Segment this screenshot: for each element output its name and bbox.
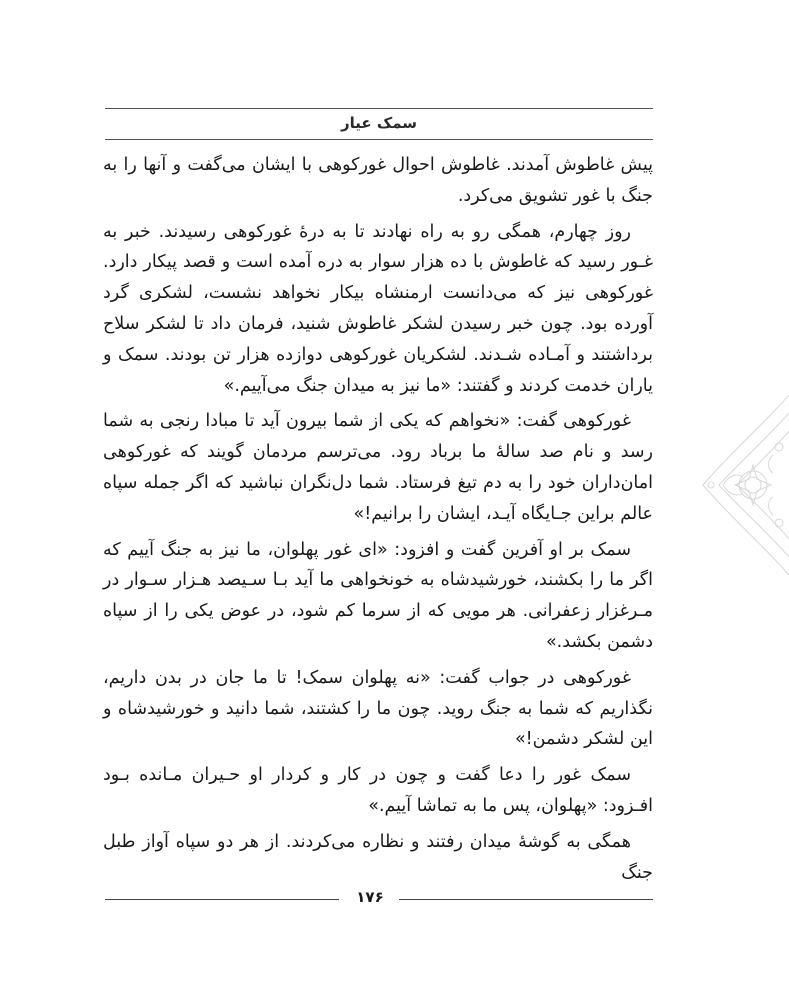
header-rule-bottom xyxy=(105,139,653,140)
decorative-ornament-icon xyxy=(693,395,789,575)
paragraph-2: روز چهارم، همگی رو به راه نهادند تا به درهٔ غورکوهی رسیدند. خبر به غـور رسید که غاطوش با ده هزار سوار به دره آمده است و قصد پیکار دارد. غورکوهی نیز که می‌دانست ارمنشاه بیکار نخواهد نشست، لشکری گرد آورده بود. چون خبر رسیدن لشکر غاطوش شنید، فرمان داد تا لشکر سلاح برداشتند و آمـاده شـدند. لشکریان غورکوهی دوازده هزار تن بودند. سمک و یاران خدمت کردند و گفتند: «ما نیز به میدان جنگ می‌آییم.» xyxy=(103,221,653,396)
paragraph-7: همگی به گوشهٔ میدان رفتند و نظاره می‌کردند. از هر دو سپاه آواز طبل جنگ xyxy=(103,831,653,883)
footer-rule-right xyxy=(399,899,653,900)
paragraph-1: پیش غاطوش آمدند. غاطوش احوال غورکوهی با ایشان می‌گفت و آنها را به جنگ با غور تشویق می‌کرد. xyxy=(103,155,653,206)
running-title: سمک عیار xyxy=(340,114,418,132)
body-text xyxy=(103,150,653,893)
paragraph-4: سمک بر او آفرین گفت و افزود: «ای غور پهلوان، ما نیز به جنگ آییم که اگر ما را بکشند، خورشیدشاه به خونخواهی ما آید بـا سـیصد هـزار سـوار در مـرغزار زعفرانی. هر مویی که از سرما کم شود، در عوض یکی را از سپاه دشمن بکشد.» xyxy=(103,539,653,652)
paragraph-6: سمک غور را دعا گفت و چون در کار و کردار او حـیران مـانده بـود افـزود: «پهلوان، پس ما به تماشا آییم.» xyxy=(103,765,653,816)
page-number: ۱۷۶ xyxy=(356,888,384,906)
footer-rule-left xyxy=(105,899,339,900)
paragraph-3: غورکوهی گفت: «نخواهم که یکی از شما بیرون آید تا مبادا رنجی به شما رسد و نام صد سالهٔ ما برباد رود. می‌ترسم مردمان گویند که غورکوهی امان‌داران خود را به دم تیغ فرستاد. شما دل‌نگران نباشید که اگر جمله سپاه عالم براین جـایگاه آیـد، ایشان را برانیم!» xyxy=(103,411,653,524)
paragraph-5: غورکوهی در جواب گفت: «نه پهلوان سمک! تا ما جان در بدن داریم، نگذاریم که شما به جنگ روید. چون ما را کشتند، شما دانید و خورشیدشاه و این لشکر دشمن!» xyxy=(103,667,653,750)
page-footer xyxy=(105,888,653,908)
header-rule-top xyxy=(105,108,653,109)
